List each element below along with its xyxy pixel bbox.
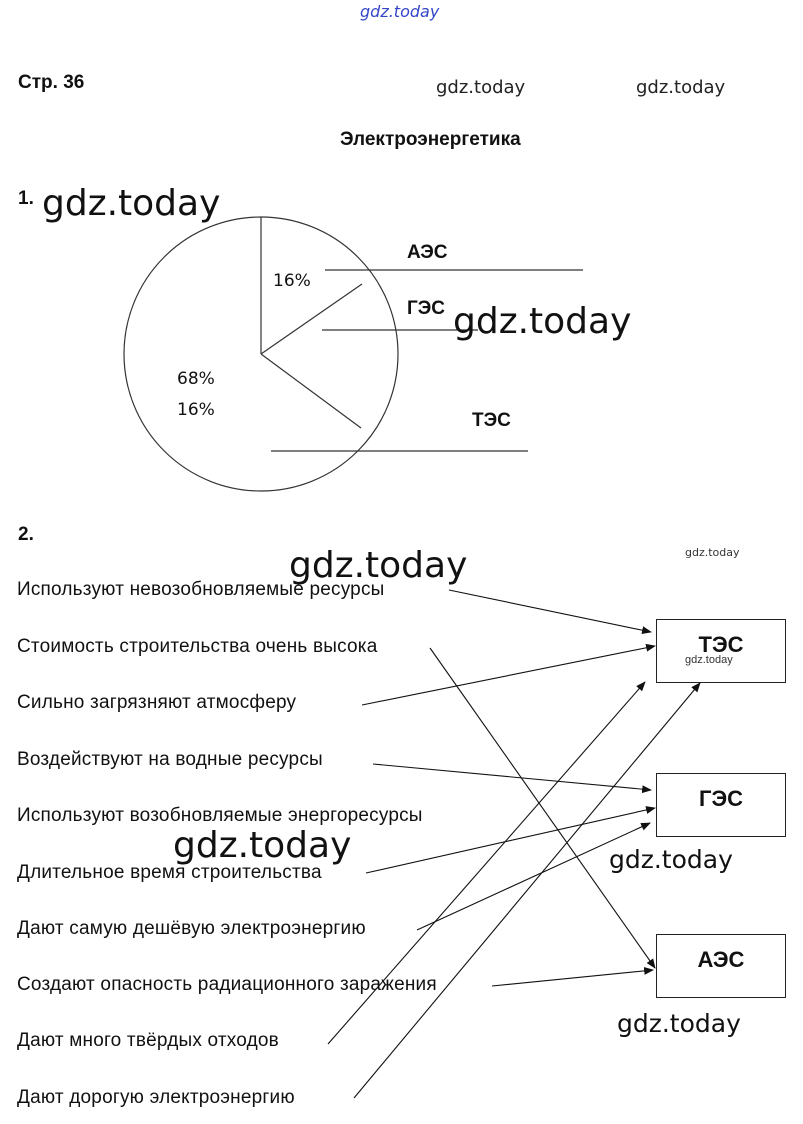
arrow-3-ges xyxy=(373,764,651,790)
task-1-number: 1. xyxy=(18,188,34,209)
arrow-7-aes xyxy=(492,970,653,986)
pie-station-ges: ГЭС xyxy=(407,298,446,319)
page-number: Стр. 36 xyxy=(18,72,85,93)
property-item: Длительное время строительства xyxy=(17,862,322,883)
pie-label-16-bottom: 16% xyxy=(177,400,215,420)
pie-station-aes: АЭС xyxy=(407,242,448,263)
watermark-box: gdz.today xyxy=(685,654,733,666)
property-item: Сильно загрязняют атмосферу xyxy=(17,692,297,713)
arrow-2-tes xyxy=(362,646,655,705)
property-item: Используют возобновляемые энергоресурсы xyxy=(17,805,423,826)
property-item: Создают опасность радиационного заражения xyxy=(17,974,437,995)
watermark-small: gdz.today xyxy=(685,546,740,559)
task-2-number: 2. xyxy=(18,524,34,545)
property-item: Дают много твёрдых отходов xyxy=(17,1030,279,1051)
watermark-pie: gdz.today xyxy=(453,301,632,342)
pie-label-16-top: 16% xyxy=(273,271,311,291)
pie-station-tes: ТЭС xyxy=(472,410,511,431)
property-item: Дают самую дешёвую электроэнергию xyxy=(17,918,366,939)
arrow-0-tes xyxy=(449,590,651,632)
arrow-8-tes xyxy=(328,682,645,1044)
watermark-task1: gdz.today xyxy=(42,183,221,224)
watermark-header-2: gdz.today xyxy=(636,77,726,98)
watermark-task2: gdz.today xyxy=(289,545,468,586)
property-item: Стоимость строительства очень высока xyxy=(17,636,378,657)
arrow-9-tes xyxy=(354,683,700,1098)
box-ges-label: ГЭС xyxy=(698,786,743,811)
pie-label-68: 68% xyxy=(177,369,215,389)
watermark-top: gdz.today xyxy=(360,2,440,21)
property-item: Воздействуют на водные ресурсы xyxy=(17,749,323,770)
arrow-6-ges xyxy=(417,823,650,930)
box-aes-label: АЭС xyxy=(697,947,745,972)
page-title: Электроэнергетика xyxy=(340,129,521,150)
property-item: Дают дорогую электроэнергию xyxy=(17,1087,295,1108)
watermark-task2-mid: gdz.today xyxy=(173,825,352,866)
property-item: Используют невозобновляемые ресурсы xyxy=(17,579,385,600)
arrow-1-aes xyxy=(430,648,655,968)
watermark-ges: gdz.today xyxy=(609,845,733,874)
watermark-aes: gdz.today xyxy=(617,1009,741,1038)
watermark-header-1: gdz.today xyxy=(436,77,526,98)
box-tes-label: ТЭС xyxy=(698,632,744,657)
